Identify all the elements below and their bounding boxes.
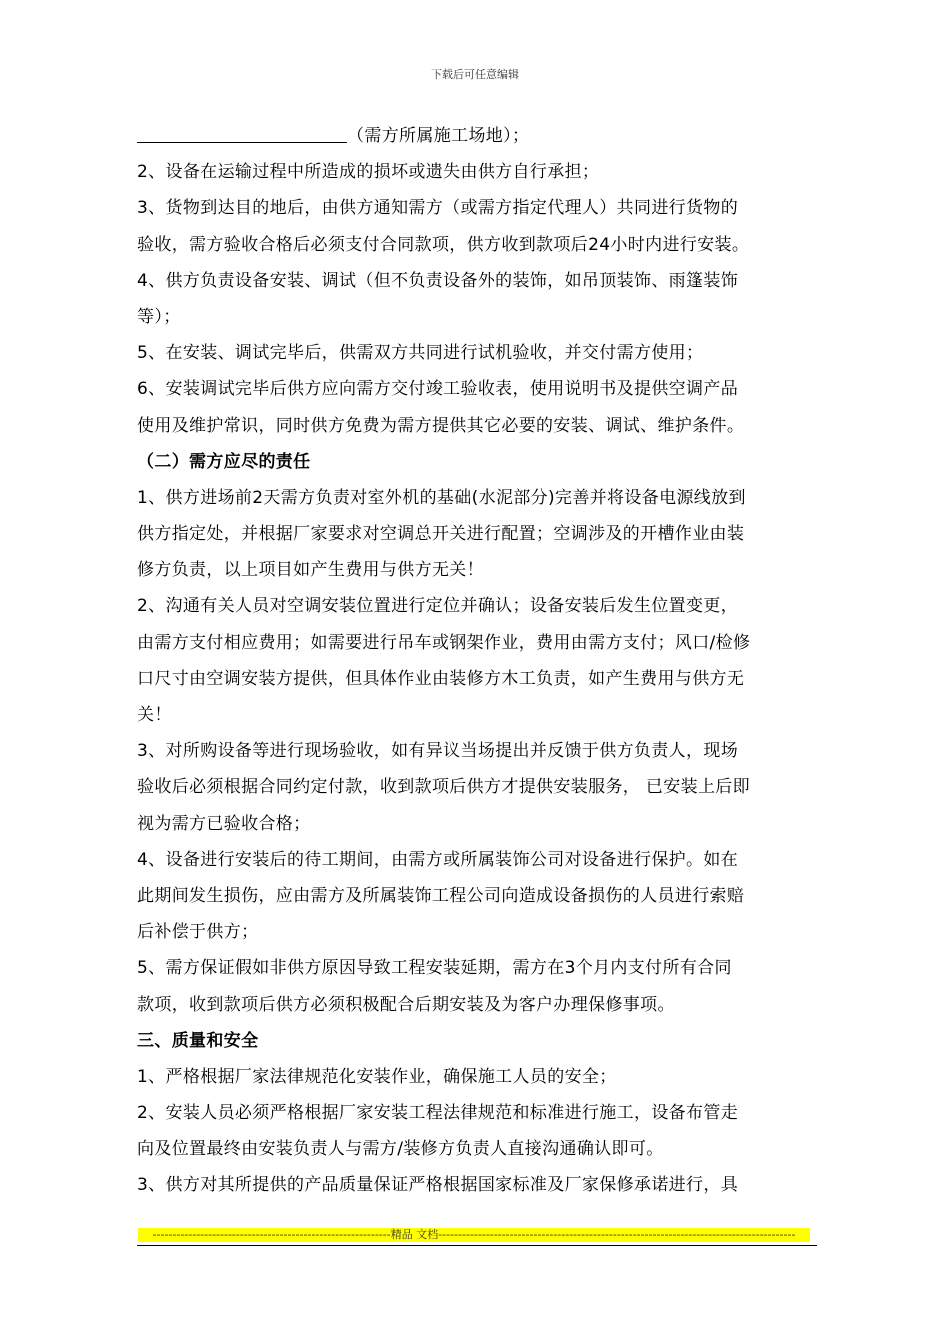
text-line [137, 842, 817, 878]
text-line [137, 299, 817, 335]
line-text: 4、设备进行安装后的待工期间，由需方或所属装饰公司对设备进行保护。如在 [137, 849, 739, 870]
line-text: 向及位置最终由安装负责人与需方/装修方负责人直接沟通确认即可。 [137, 1139, 664, 1160]
text-line [137, 408, 817, 444]
line-text: （需方所属施工场地）； [347, 126, 530, 146]
text-line [137, 878, 817, 914]
text-line [137, 950, 817, 986]
line-text: 关！ [137, 705, 172, 725]
line-text: 此期间发生损伤，应由需方及所属装饰工程公司向造成设备损伤的人员进行索赔 [137, 885, 745, 906]
line-text: 5、在安装、调试完毕后，供需双方共同进行试机验收，并交付需方使用； [137, 343, 704, 364]
page-header-note: 下载后可任意编辑 [431, 68, 519, 81]
text-line [137, 118, 817, 154]
footer-divider [137, 1245, 817, 1246]
line-text: 3、供方对其所提供的产品质量保证严格根据国家标准及厂家保修承诺进行，具 [137, 1175, 739, 1196]
line-text: 由需方支付相应费用；如需要进行吊车或钢架作业，费用由需方支付；风口/检修 [137, 632, 751, 653]
text-line [137, 227, 817, 263]
fill-in-blank[interactable] [137, 122, 347, 143]
text-line [137, 1095, 817, 1131]
line-text: 验收，需方验收合格后必须支付合同款项，供方收到款项后24小时内进行安装。 [137, 234, 750, 255]
footer-dashes-right: ------------------------------------------------------------------------------------------ [438, 1228, 796, 1241]
text-line [137, 1131, 817, 1167]
line-text: 视为需方已验收合格； [137, 813, 311, 834]
text-line [137, 806, 817, 842]
line-text: 供方指定处，并根据厂家要求对空调总开关进行配置；空调涉及的开槽作业由装 [137, 524, 745, 545]
section-heading [137, 444, 817, 480]
text-line [137, 480, 817, 516]
line-text: 3、对所购设备等进行现场验收，如有异议当场提出并反馈于供方负责人，现场 [137, 741, 739, 762]
line-text: 2、设备在运输过程中所造成的损坏或遗失由供方自行承担； [137, 162, 600, 183]
text-line [137, 697, 817, 733]
text-line [137, 371, 817, 407]
line-text: 款项，收到款项后供方必须积极配合后期安装及为客户办理保修事项。 [137, 994, 675, 1015]
line-text: 3、货物到达目的地后，由供方通知需方（或需方指定代理人）共同进行货物的 [137, 198, 739, 219]
text-line [137, 154, 817, 190]
text-line [137, 914, 817, 950]
line-text: 1、严格根据厂家法律规范化安装作业，确保施工人员的安全； [137, 1066, 617, 1087]
text-line [137, 1167, 817, 1203]
text-line [137, 263, 817, 299]
text-line [137, 335, 817, 371]
document-body [137, 118, 817, 1204]
line-text: 2、安装人员必须严格根据厂家安装工程法律规范和标准进行施工，设备布管走 [137, 1103, 739, 1124]
line-text: 5、需方保证假如非供方原因导致工程安装延期，需方在3个月内支付所有合同 [137, 958, 732, 979]
footer-dashes-left: ------------------------------------------------------------ [152, 1228, 391, 1241]
line-text: （二）需方应尽的责任 [137, 451, 311, 472]
line-text: 三、质量和安全 [137, 1030, 259, 1051]
text-line [137, 1059, 817, 1095]
line-text: 验收后必须根据合同约定付款，收到款项后供方才提供安装服务， 已安装上后即 [137, 777, 751, 798]
text-line [137, 625, 817, 661]
text-line [137, 661, 817, 697]
line-text: 口尺寸由空调安装方提供，但具体作业由装修方木工负责，如产生费用与供方无 [137, 668, 745, 689]
section-heading [137, 1023, 817, 1059]
text-line [137, 552, 817, 588]
footer-banner [138, 1228, 810, 1242]
line-text: 1、供方进场前2天需方负责对室外机的基础(水泥部分)完善并将设备电源线放到 [137, 487, 746, 508]
line-text: 修方负责，以上项目如产生费用与供方无关！ [137, 560, 484, 581]
text-line [137, 516, 817, 552]
text-line [137, 769, 817, 805]
footer-label: 精品 文档 [390, 1228, 439, 1241]
line-text: 6、安装调试完毕后供方应向需方交付竣工验收表，使用说明书及提供空调产品 [137, 379, 739, 400]
line-text: 2、沟通有关人员对空调安装位置进行定位并确认；设备安装后发生位置变更， [137, 596, 739, 617]
text-line [137, 190, 817, 226]
line-text: 4、供方负责设备安装、调试（但不负责设备外的装饰，如吊顶装饰、雨篷装饰 [137, 270, 739, 291]
line-text: 等）； [137, 306, 181, 327]
line-text: 使用及维护常识，同时供方免费为需方提供其它必要的安装、调试、维护条件。 [137, 415, 745, 436]
text-line [137, 987, 817, 1023]
text-line [137, 588, 817, 624]
line-text: 后补偿于供方； [137, 922, 259, 943]
text-line [137, 733, 817, 769]
